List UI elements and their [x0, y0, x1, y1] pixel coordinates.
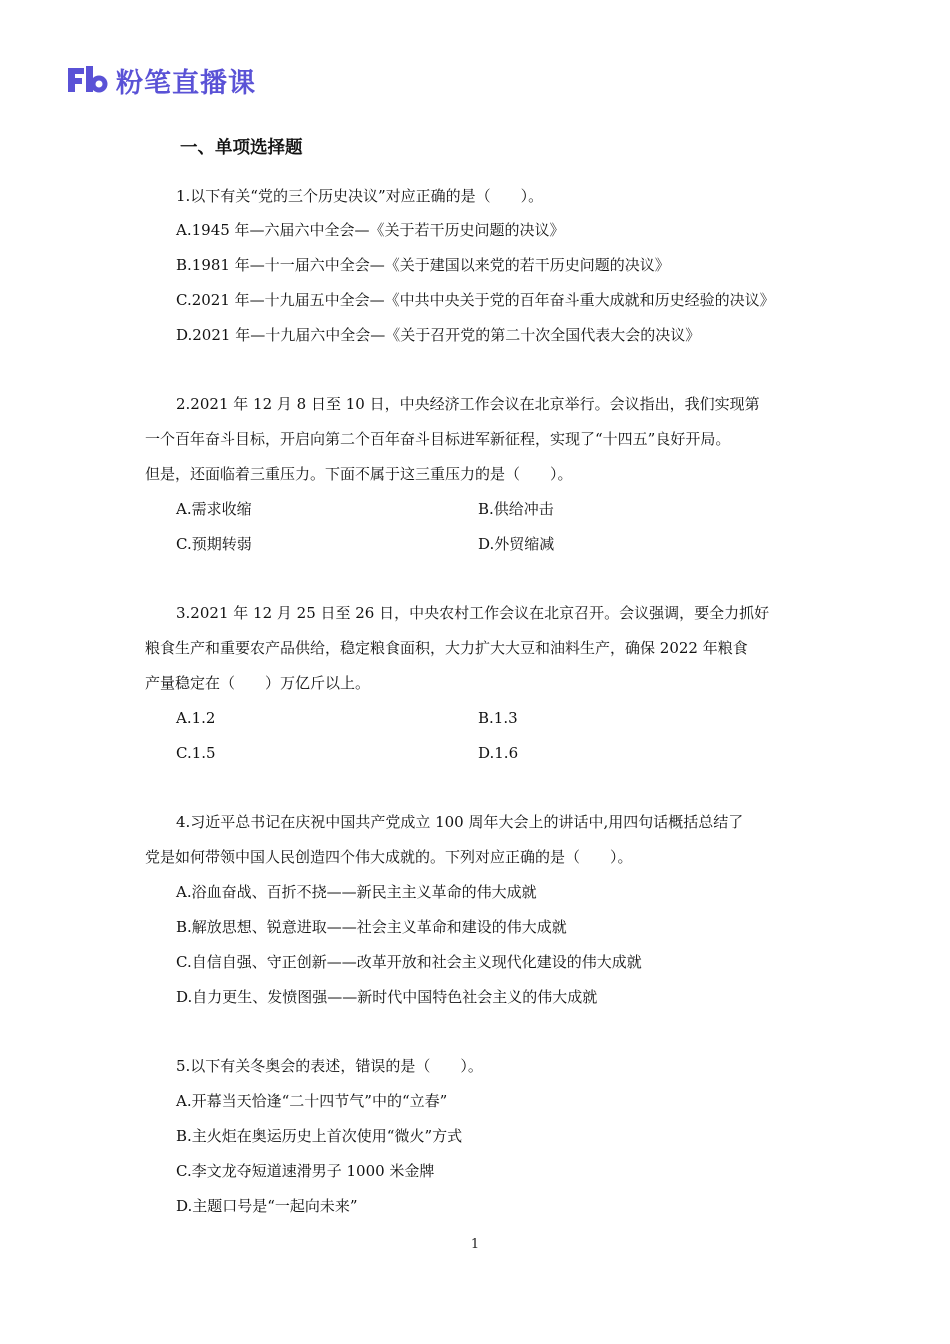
- q5-stem: 5.以下有关冬奥会的表述，错误的是（ ）。: [176, 1057, 483, 1075]
- q3-stem-line-1: 3.2021 年 12 月 25 日至 26 日，中央农村工作会议在北京召开。会议强调，要全力抓好: [176, 604, 770, 622]
- q3-stem-line-3: 产量稳定在（ ）万亿斤以上。: [145, 674, 371, 692]
- q1-option-c: C.2021 年—十九届五中全会—《中共中央关于党的百年奋斗重大成就和历史经验的决议》: [176, 291, 775, 309]
- brand-logo: [66, 62, 256, 98]
- q2-stem-line-3: 但是，还面临着三重压力。下面不属于这三重压力的是（ ）。: [145, 465, 573, 483]
- section-title: 一、单项选择题: [180, 138, 303, 158]
- q4-option-a: A.浴血奋战、百折不挠——新民主主义革命的伟大成就: [176, 883, 537, 901]
- q1-option-b: B.1981 年—十一届六中全会—《关于建国以来党的若干历史问题的决议》: [176, 256, 670, 274]
- q3-option-a: A.1.2: [176, 709, 216, 727]
- q4-stem-line-1: 4.习近平总书记在庆祝中国共产党成立 100 周年大会上的讲话中,用四句话概括总结了: [176, 813, 744, 831]
- q3-option-c: C.1.5: [176, 744, 216, 762]
- q3-option-d: D.1.6: [478, 744, 519, 762]
- q5-option-b: B.主火炬在奥运历史上首次使用“微火”方式: [176, 1127, 463, 1145]
- q1-option-a: A.1945 年—六届六中全会—《关于若干历史问题的决议》: [176, 221, 565, 239]
- q2-option-a: A.需求收缩: [176, 500, 252, 518]
- q4-option-b: B.解放思想、锐意进取——社会主义革命和建设的伟大成就: [176, 918, 567, 936]
- q2-option-d: D.外贸缩减: [478, 535, 555, 553]
- fb-logo-icon: [66, 64, 110, 96]
- q2-stem-line-1: 2.2021 年 12 月 8 日至 10 日，中央经济工作会议在北京举行。会议指出，我们实现第: [176, 395, 760, 413]
- q4-option-d: D.自力更生、发愤图强——新时代中国特色社会主义的伟大成就: [176, 988, 598, 1006]
- q1-stem: 1.以下有关“党的三个历史决议”对应正确的是（ ）。: [176, 187, 544, 205]
- page-number: 1: [470, 1237, 480, 1252]
- q1-option-d: D.2021 年—十九届六中全会—《关于召开党的第二十次全国代表大会的决议》: [176, 326, 701, 344]
- q3-option-b: B.1.3: [478, 709, 518, 727]
- q5-option-a: A.开幕当天恰逢“二十四节气”中的“立春”: [176, 1092, 448, 1110]
- q4-option-c: C.自信自强、守正创新——改革开放和社会主义现代化建设的伟大成就: [176, 953, 642, 971]
- q5-option-c: C.李文龙夺短道速滑男子 1000 米金牌: [176, 1162, 435, 1180]
- q2-stem-line-2: 一个百年奋斗目标，开启向第二个百年奋斗目标进军新征程，实现了“十四五”良好开局。: [145, 430, 731, 448]
- q5-option-d: D.主题口号是“一起向未来”: [176, 1197, 358, 1215]
- q2-option-b: B.供给冲击: [478, 500, 554, 518]
- brand-name: 粉笔直播课: [116, 67, 256, 99]
- q2-option-c: C.预期转弱: [176, 535, 252, 553]
- q3-stem-line-2: 粮食生产和重要农产品供给，稳定粮食面积，大力扩大大豆和油料生产，确保 2022 年粮食: [145, 639, 748, 657]
- q4-stem-line-2: 党是如何带领中国人民创造四个伟大成就的。下列对应正确的是（ ）。: [145, 848, 633, 866]
